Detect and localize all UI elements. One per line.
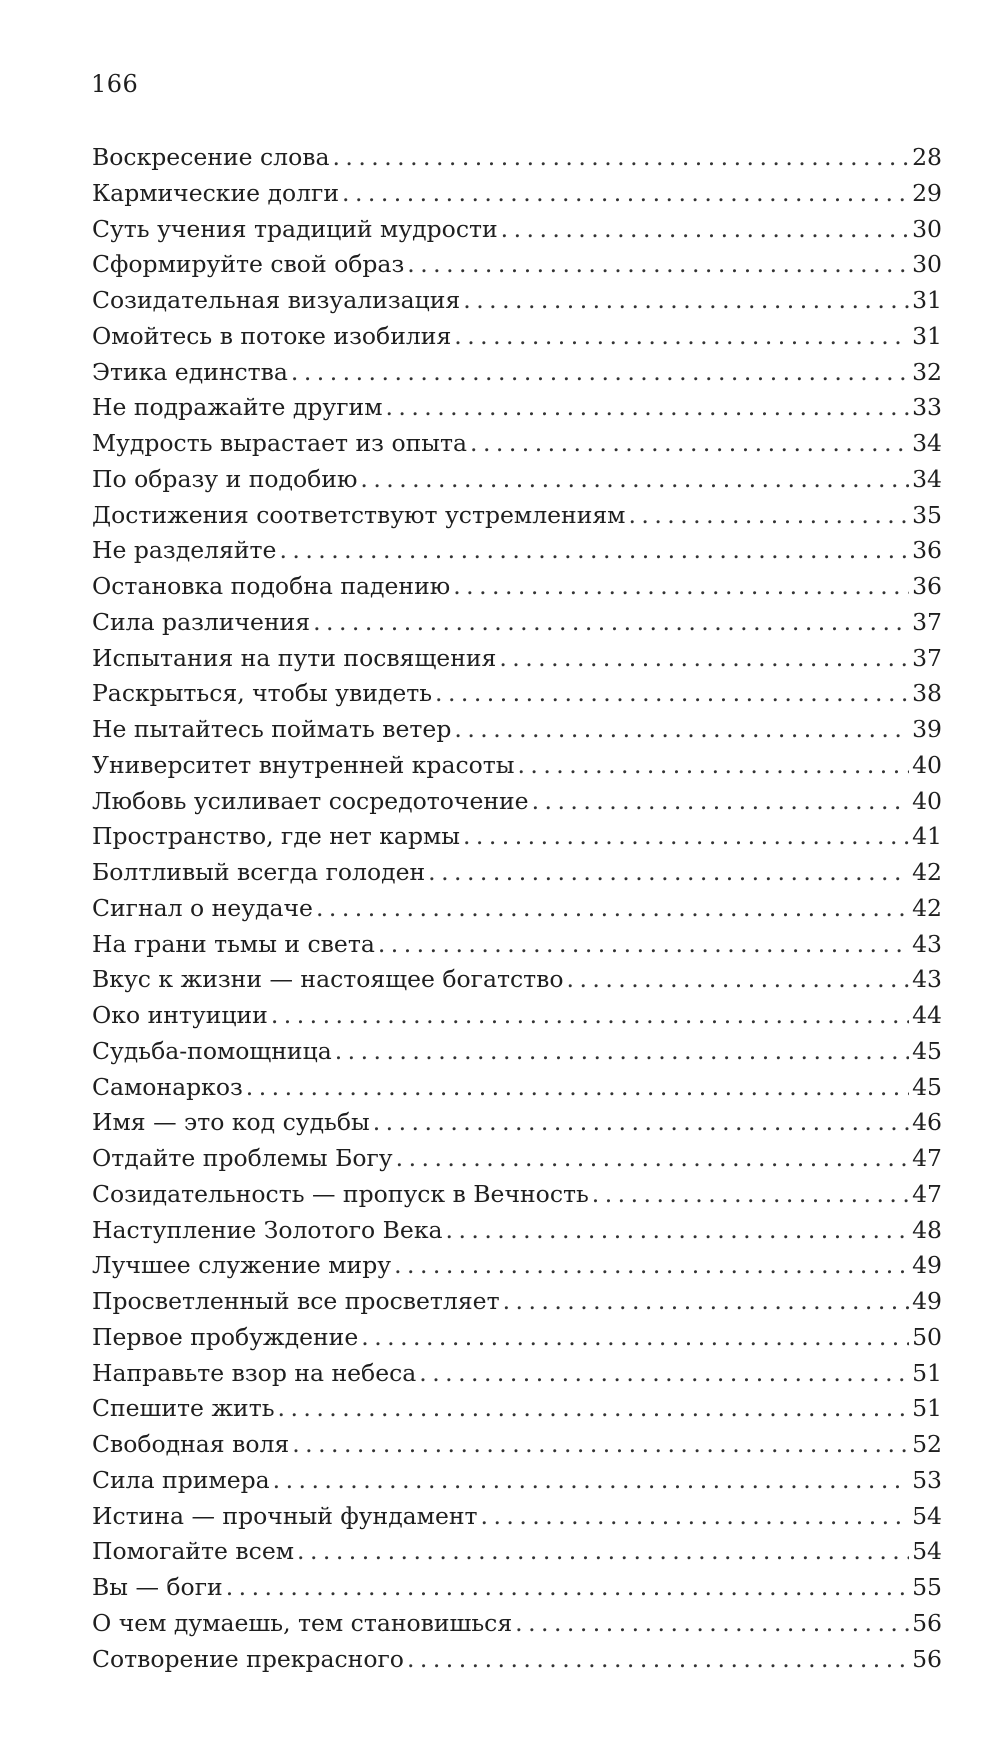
- toc-entry-page: 46: [912, 1108, 942, 1137]
- toc-entry: [92, 1320, 942, 1356]
- toc-entry: [92, 319, 942, 355]
- toc-entry-title: Имя — это код судьбы: [92, 1108, 370, 1137]
- toc-entry: [92, 283, 942, 319]
- toc-entry-title: Сила различения: [92, 607, 311, 636]
- toc-entry: [92, 176, 942, 212]
- toc-entry: [92, 1213, 942, 1249]
- toc-dot-leader: [226, 1570, 909, 1606]
- toc-dot-leader: [470, 426, 909, 462]
- toc-dot-leader: [407, 247, 909, 283]
- toc-entry: [92, 1034, 942, 1070]
- toc-entry-page: 47: [912, 1179, 942, 1208]
- toc-entry-page: 32: [912, 357, 942, 386]
- toc-entry-page: 37: [912, 607, 942, 636]
- toc-entry: [92, 1427, 942, 1463]
- table-of-contents: [92, 140, 942, 1677]
- toc-entry-title: Воскресение слова: [92, 143, 330, 171]
- toc-entry: [92, 569, 942, 605]
- toc-entry-title: Любовь усиливает сосредоточение: [92, 786, 529, 815]
- toc-entry: [92, 1391, 942, 1427]
- toc-entry-page: 56: [912, 1644, 942, 1673]
- toc-entry-title: Судьба-помощница: [92, 1036, 332, 1065]
- toc-entry: [92, 962, 942, 998]
- toc-entry-title: Отдайте проблемы Богу: [92, 1144, 393, 1172]
- toc-entry: [92, 1606, 942, 1642]
- toc-entry-page: 30: [912, 214, 942, 243]
- toc-entry-title: Созидательность — пропуск в Вечность: [92, 1179, 589, 1208]
- toc-entry-title: Вкус к жизни — настоящее богатство: [92, 965, 564, 994]
- toc-entry: [92, 1070, 942, 1106]
- toc-entry-title: Не разделяйте: [92, 536, 277, 565]
- toc-entry-page: 47: [912, 1144, 942, 1172]
- toc-entry: [92, 212, 942, 248]
- toc-entry-title: Истина — прочный фундамент: [92, 1501, 478, 1530]
- toc-dot-leader: [515, 1606, 909, 1642]
- toc-dot-leader: [628, 498, 909, 534]
- toc-entry-title: Направьте взор на небеса: [92, 1358, 417, 1387]
- toc-entry-title: Самонаркоз: [92, 1072, 243, 1101]
- toc-entry: [92, 1248, 942, 1284]
- toc-entry-title: Не пытайтесь поймать ветер: [92, 715, 452, 743]
- toc-entry-title: Омойтесь в потоке изобилия: [92, 321, 452, 350]
- toc-entry-title: Университет внутренней красоты: [92, 750, 515, 779]
- toc-entry-page: 53: [912, 1465, 942, 1494]
- toc-entry: [92, 533, 942, 569]
- toc-entry-page: 30: [912, 250, 942, 279]
- toc-entry: [92, 1356, 942, 1392]
- toc-entry-title: Сформируйте свой образ: [92, 250, 405, 279]
- toc-dot-leader: [313, 605, 909, 641]
- toc-entry-page: 51: [912, 1358, 942, 1387]
- toc-dot-leader: [291, 355, 909, 391]
- toc-entry: [92, 247, 942, 283]
- toc-entry-title: Вы — боги: [92, 1573, 223, 1601]
- toc-dot-leader: [446, 1213, 910, 1249]
- toc-dot-leader: [454, 319, 909, 355]
- toc-dot-leader: [463, 819, 909, 855]
- toc-entry-title: Испытания на пути посвящения: [92, 643, 497, 672]
- toc-entry: [92, 498, 942, 534]
- toc-entry-title: Созидательная визуализация: [92, 286, 461, 314]
- toc-entry-page: 42: [912, 858, 942, 886]
- toc-dot-leader: [361, 1320, 909, 1356]
- toc-dot-leader: [271, 998, 909, 1034]
- toc-entry: [92, 998, 942, 1034]
- toc-entry: [92, 1141, 942, 1177]
- toc-entry-page: 49: [912, 1251, 942, 1280]
- toc-entry-title: Не подражайте другим: [92, 393, 383, 422]
- toc-entry-title: На грани тьмы и света: [92, 929, 375, 958]
- toc-entry-title: Этика единства: [92, 357, 288, 386]
- toc-dot-leader: [278, 1391, 910, 1427]
- toc-dot-leader: [463, 283, 909, 319]
- toc-entry: [92, 748, 942, 784]
- toc-entry-page: 43: [912, 929, 942, 958]
- toc-entry: [92, 641, 942, 677]
- toc-entry-page: 52: [912, 1430, 942, 1458]
- toc-entry-page: 35: [912, 500, 942, 529]
- toc-dot-leader: [453, 569, 909, 605]
- toc-dot-leader: [332, 140, 909, 176]
- toc-entry-page: 40: [912, 786, 942, 815]
- toc-entry-page: 31: [912, 286, 942, 314]
- toc-entry-page: 36: [912, 536, 942, 565]
- toc-dot-leader: [297, 1534, 909, 1570]
- toc-entry-page: 42: [912, 893, 942, 922]
- toc-entry: [92, 355, 942, 391]
- toc-entry-title: О чем думаешь, тем становишься: [92, 1608, 513, 1637]
- toc-entry: [92, 1463, 942, 1499]
- toc-entry-title: По образу и подобию: [92, 464, 358, 493]
- toc-entry-page: 51: [912, 1394, 942, 1423]
- toc-entry-page: 56: [912, 1608, 942, 1637]
- toc-entry-title: Болтливый всегда голоден: [92, 858, 426, 886]
- toc-dot-leader: [385, 390, 909, 426]
- toc-dot-leader: [396, 1141, 909, 1177]
- toc-entry: [92, 1105, 942, 1141]
- toc-entry-title: Остановка подобна падению: [92, 572, 451, 600]
- toc-dot-leader: [373, 1105, 909, 1141]
- toc-dot-leader: [481, 1499, 910, 1535]
- toc-entry: [92, 605, 942, 641]
- toc-entry: [92, 462, 942, 498]
- toc-entry: [92, 1570, 942, 1606]
- toc-entry: [92, 927, 942, 963]
- toc-entry: [92, 1499, 942, 1535]
- toc-dot-leader: [499, 641, 909, 677]
- toc-entry: [92, 1642, 942, 1678]
- toc-entry-page: 41: [912, 822, 942, 851]
- toc-dot-leader: [273, 1463, 909, 1499]
- toc-entry-page: 38: [912, 679, 942, 708]
- toc-dot-leader: [592, 1177, 909, 1213]
- toc-dot-leader: [342, 176, 909, 212]
- toc-entry-title: Мудрость вырастает из опыта: [92, 429, 467, 457]
- toc-dot-leader: [567, 962, 910, 998]
- toc-dot-leader: [246, 1070, 909, 1106]
- toc-entry-page: 44: [912, 1001, 942, 1029]
- toc-dot-leader: [428, 855, 909, 891]
- toc-entry-title: Спешите жить: [92, 1394, 275, 1423]
- toc-dot-leader: [292, 1427, 909, 1463]
- toc-entry-title: Помогайте всем: [92, 1537, 295, 1566]
- toc-entry-page: 28: [912, 143, 942, 171]
- toc-entry: [92, 676, 942, 712]
- toc-entry-page: 29: [912, 178, 942, 207]
- toc-entry: [92, 1534, 942, 1570]
- toc-entry-title: Достижения соответствуют устремлениям: [92, 500, 626, 529]
- toc-entry: [92, 1284, 942, 1320]
- toc-dot-leader: [454, 712, 909, 748]
- toc-entry-title: Сигнал о неудаче: [92, 893, 313, 922]
- toc-entry-title: Просветленный все просветляет: [92, 1287, 500, 1315]
- toc-entry-title: Лучшее служение миру: [92, 1251, 392, 1280]
- toc-entry: [92, 712, 942, 748]
- toc-entry-title: Суть учения традиций мудрости: [92, 214, 498, 243]
- toc-entry: [92, 140, 942, 176]
- toc-entry-page: 34: [912, 429, 942, 457]
- toc-dot-leader: [501, 212, 909, 248]
- toc-entry-page: 55: [912, 1573, 942, 1601]
- toc-entry-title: Сотворение прекрасного: [92, 1644, 404, 1673]
- toc-entry-title: Свободная воля: [92, 1430, 290, 1458]
- toc-entry-title: Раскрыться, чтобы увидеть: [92, 679, 433, 708]
- toc-entry-page: 34: [912, 464, 942, 493]
- toc-dot-leader: [360, 462, 909, 498]
- toc-dot-leader: [335, 1034, 909, 1070]
- toc-entry-page: 54: [912, 1501, 942, 1530]
- toc-entry-title: Наступление Золотого Века: [92, 1215, 443, 1244]
- toc-entry: [92, 784, 942, 820]
- toc-dot-leader: [316, 891, 909, 927]
- toc-entry: [92, 1177, 942, 1213]
- toc-entry-title: Кармические долги: [92, 178, 340, 207]
- toc-entry-page: 48: [912, 1215, 942, 1244]
- toc-entry-title: Первое пробуждение: [92, 1322, 359, 1351]
- toc-entry-title: Око интуиции: [92, 1001, 268, 1029]
- toc-entry-page: 54: [912, 1537, 942, 1566]
- toc-entry-page: 45: [912, 1072, 942, 1101]
- toc-entry-title: Пространство, где нет кармы: [92, 822, 460, 851]
- toc-entry: [92, 855, 942, 891]
- toc-entry-page: 36: [912, 572, 942, 600]
- toc-entry-page: 33: [912, 393, 942, 422]
- toc-entry-page: 40: [912, 750, 942, 779]
- toc-dot-leader: [503, 1284, 910, 1320]
- toc-entry-page: 50: [912, 1322, 942, 1351]
- toc-entry: [92, 891, 942, 927]
- toc-entry-page: 39: [912, 715, 942, 743]
- toc-dot-leader: [419, 1356, 909, 1392]
- toc-dot-leader: [394, 1248, 909, 1284]
- toc-dot-leader: [532, 784, 910, 820]
- toc-dot-leader: [279, 533, 909, 569]
- toc-entry-page: 31: [912, 321, 942, 350]
- toc-entry-page: 43: [912, 965, 942, 994]
- toc-entry: [92, 390, 942, 426]
- toc-entry-page: 45: [912, 1036, 942, 1065]
- toc-dot-leader: [378, 927, 909, 963]
- toc-entry: [92, 426, 942, 462]
- toc-dot-leader: [435, 676, 909, 712]
- toc-dot-leader: [407, 1642, 909, 1678]
- toc-entry: [92, 819, 942, 855]
- page-number: 166: [91, 70, 139, 98]
- toc-entry-title: Сила примера: [92, 1465, 270, 1494]
- toc-entry-page: 37: [912, 643, 942, 672]
- toc-entry-page: 49: [912, 1287, 942, 1315]
- toc-dot-leader: [517, 748, 909, 784]
